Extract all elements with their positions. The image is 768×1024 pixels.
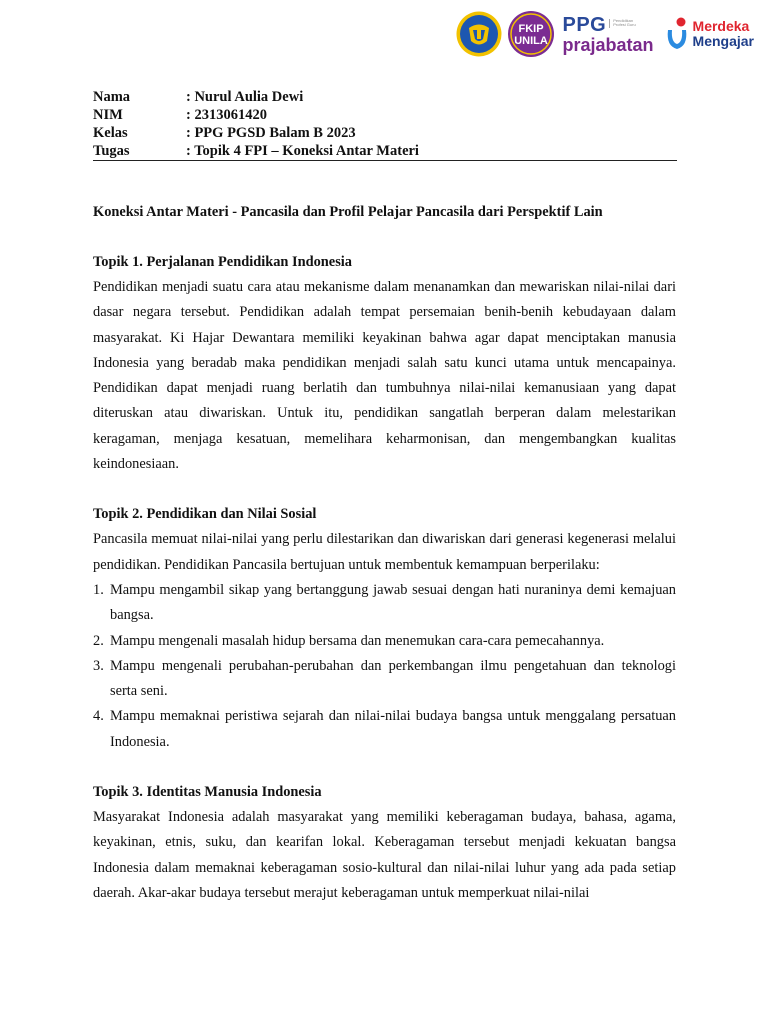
merdeka-mengajar-logo — [664, 16, 754, 52]
ppg-logo-main: prajabatan — [562, 34, 654, 55]
list-item-text: Mampu mengenali masalah hidup bersama dan menemukan cara-cara pemecahannya. — [110, 632, 605, 649]
identity-label: Nama — [93, 89, 131, 105]
numbered-list — [93, 578, 676, 755]
list-item-text: Mampu mengenali perubahan-perubahan dan perkembangan ilmu pengetahuan dan teknologi serta seni. — [110, 657, 676, 700]
identity-block — [93, 88, 677, 160]
list-item — [93, 578, 676, 629]
list-item — [93, 629, 676, 654]
document-title: Koneksi Antar Materi - Pancasila dan Profil Pelajar Pancasila dari Perspektif Lain — [93, 204, 603, 220]
mm-logo-line1: Merdeka — [692, 18, 750, 35]
ppg-logo-subtitle: Pendidikan Profesi Guru — [609, 19, 637, 29]
identity-label: Kelas — [93, 125, 128, 141]
section-title-topik-3: Topik 3. Identitas Manusia Indonesia — [93, 784, 322, 801]
identity-value: : 2313061420 — [186, 107, 267, 123]
list-item-number: 2. — [93, 632, 104, 649]
identity-label: NIM — [93, 107, 123, 123]
identity-row-tugas — [93, 142, 677, 160]
identity-row-nama — [93, 88, 677, 106]
list-item — [93, 704, 676, 755]
list-item-number: 4. — [93, 708, 104, 725]
header-divider — [93, 160, 677, 161]
ppg-logo-word: PPG — [562, 13, 607, 36]
list-item-text: Mampu memaknai peristiwa sejarah dan nilai-nilai budaya bangsa untuk menggalang persatuan Indonesia. — [110, 708, 676, 750]
unila-logo-icon — [455, 10, 503, 58]
document-body — [93, 200, 676, 906]
section-body-topik-2: Pancasila memuat nilai-nilai yang perlu dilestarikan dan diwariskan dari generasi kegenerasi melalui pendidikan. Pendidikan Pancasila bertujuan untuk membentuk kemampuan berperilaku: — [93, 531, 676, 573]
list-item-number: 3. — [93, 657, 104, 674]
ppg-prajabatan-logo — [563, 15, 654, 54]
header-logos — [455, 10, 755, 58]
merdeka-mengajar-icon — [664, 16, 690, 52]
section-title-topik-1: Topik 1. Perjalanan Pendidikan Indonesia — [93, 254, 352, 270]
identity-row-kelas — [93, 124, 677, 142]
identity-value: : Topik 4 FPI – Koneksi Antar Materi — [186, 143, 419, 159]
section-body-topik-3: Masyarakat Indonesia adalah masyarakat yang memiliki keberagaman budaya, bahasa, agama, keyakinan, etnis, suku, dan kearifan lokal. Keberagaman tersebut menjadi kekuatan bangsa Indonesia dalam memaknai keberagaman sosio-kultural dan nilai-nilai luhur yang ada pada setiap daerah. Akar-akar budaya tersebut merajut keberagaman untuk memperkuat nilai-nilai — [93, 809, 676, 901]
identity-value: : PPG PGSD Balam B 2023 — [186, 125, 356, 141]
section-title-topik-2: Topik 2. Pendidikan dan Nilai Sosial — [93, 506, 317, 523]
identity-value: : Nurul Aulia Dewi — [186, 89, 304, 105]
list-item — [93, 654, 676, 705]
section-body-topik-1: Pendidikan menjadi suatu cara atau mekanisme dalam menanamkan dan mewariskan nilai-nilai dari dasar negara tersebut. Pendidikan adalah tempat persemaian benih-benih kebudayaan dalam masyarakat. Ki Hajar Dewantara memiliki keyakinan bahwa agar dapat menciptakan manusia Indonesia yang beradab maka pendidikan menjadi salah satu kunci utama untuk mencapainya. Pendidikan dapat menjadi ruang berlatih dan tumbuhnya nilai-nilai kemanusiaan yang dapat diteruskan atau diwariskan. Untuk itu, pendidikan sangatlah berperan dalam melestarikan keragaman, menjaga kesatuan, memelihara keharmonisan, dan mengembangkan kualitas keindonesiaan. — [93, 279, 676, 473]
fkip-logo-line2: UNILA — [513, 35, 548, 47]
identity-label: Tugas — [93, 143, 130, 159]
list-item-number: 1. — [93, 581, 104, 598]
identity-row-nim — [93, 106, 677, 124]
fkip-logo-line1: FKIP — [517, 23, 544, 35]
mm-logo-line2: Mengajar — [692, 33, 754, 49]
fkip-unila-logo-icon — [507, 10, 555, 58]
list-item-text: Mampu mengambil sikap yang bertanggung jawab sesuai dengan hati nuraninya demi kemajuan bangsa. — [110, 581, 676, 624]
